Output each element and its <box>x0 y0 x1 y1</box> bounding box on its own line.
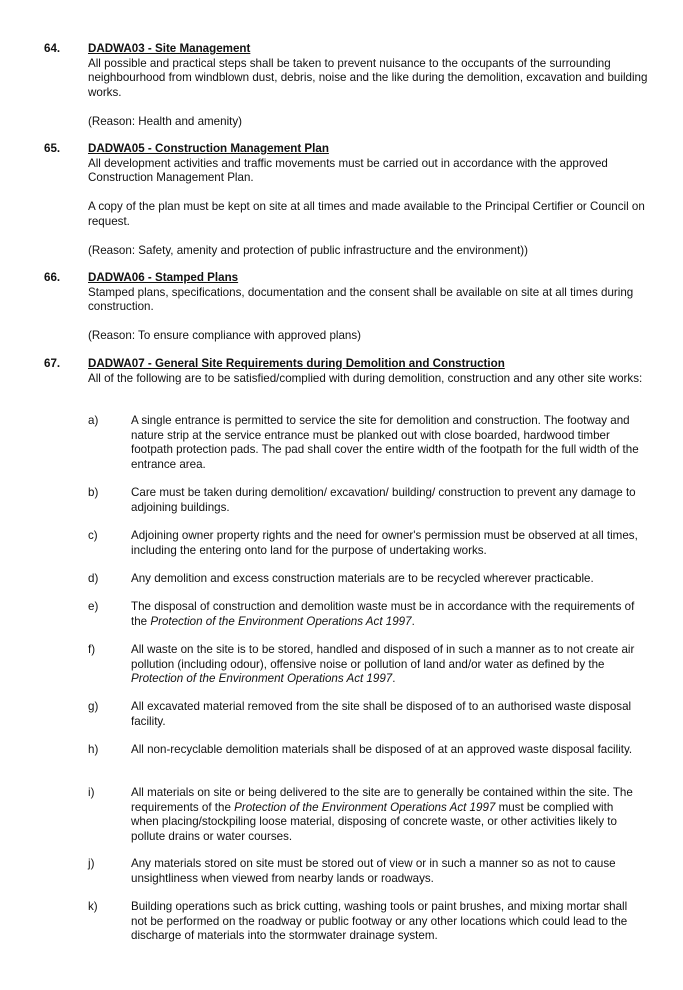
list-item-label: k) <box>88 900 98 913</box>
condition-number: 64. <box>44 42 61 55</box>
list-item-text: Any demolition and excess construction materials are to be recycled wherever practicable. <box>131 572 594 585</box>
list-item-text: All materials on site or being delivered to the site are to generally be contained within the site. The requirements of the Protection of the Environment Operations Act 1997 must be complied with when placing/stockpiling loose material, disposing of concrete waste, or other activities likely to pollute drains or water courses. <box>131 786 633 843</box>
list-item-text: Building operations such as brick cutting, washing tools or paint brushes, and mixing mortar shall not be performed on the roadway or public footway or any other locations which could lead to the discharge of materials into the stormwater drainage system. <box>131 900 628 943</box>
list-item-text: All non-recyclable demolition materials shall be disposed of at an approved waste disposal facility. <box>131 743 633 756</box>
list-item-label: e) <box>88 600 99 613</box>
list-item-text: All waste on the site is to be stored, handled and disposed of in such a manner as to not create air pollution (including odour), offensive noise or pollution of land and/or water as defined by the Protection of the Environment Operations Act 1997. <box>131 643 635 686</box>
list-item-text: The disposal of construction and demolition waste must be in accordance with the requirements of the Protection of the Environment Operations Act 1997. <box>131 600 635 628</box>
list-item-label: d) <box>88 572 99 585</box>
condition-paragraph: Stamped plans, specifications, documentation and the consent shall be available on site at all times during construction. <box>88 285 634 314</box>
condition-paragraph: All possible and practical steps shall be taken to prevent nuisance to the occupants of the surrounding neighbourhood from windblown dust, debris, noise and the like during the demolition, excavation and building works. <box>88 56 648 99</box>
condition-number: 67. <box>44 357 61 370</box>
condition-reason: (Reason: Safety, amenity and protection of public infrastructure and the environment)) <box>88 244 528 258</box>
list-item-label: c) <box>88 529 98 542</box>
condition-title: DADWA03 - Site Management <box>88 42 251 55</box>
condition-paragraph: All development activities and traffic movements must be carried out in accordance with the approved Construction Management Plan. <box>88 156 608 185</box>
act-name: Protection of the Environment Operations Act 1997 <box>131 672 393 686</box>
act-name: Protection of the Environment Operations Act 1997 <box>234 800 496 814</box>
list-item-label: g) <box>88 700 99 713</box>
list-item-text: Any materials stored on site must be stored out of view or in such a manner so as not to cause unsightliness when viewed from nearby lands or roadways. <box>131 857 616 885</box>
condition-number: 65. <box>44 142 61 155</box>
list-item-text: Care must be taken during demolition/ excavation/ building/ construction to prevent any damage to adjoining buildings. <box>131 486 636 514</box>
condition-title: DADWA05 - Construction Management Plan <box>88 142 329 155</box>
act-name: Protection of the Environment Operations Act 1997 <box>150 614 412 628</box>
condition-paragraph: A copy of the plan must be kept on site at all times and made available to the Principal Certifier or Council on request. <box>88 200 645 228</box>
list-item-label: h) <box>88 743 99 756</box>
list-item-label: a) <box>88 414 99 427</box>
condition-reason: (Reason: Health and amenity) <box>88 114 243 128</box>
list-item-label: f) <box>88 643 96 656</box>
list-item-text: Adjoining owner property rights and the need for owner's permission must be observed at all times, including the entering onto land for the purpose of undertaking works. <box>131 529 638 557</box>
list-item-text: All excavated material removed from the site shall be disposed of to an authorised waste disposal facility. <box>131 700 632 728</box>
condition-title: DADWA07 - General Site Requirements during Demolition and Construction <box>88 357 505 370</box>
list-item-text: A single entrance is permitted to service the site for demolition and construction. The footway and nature strip at the service entrance must be planked out with close boarded, hardwood timber footpath protection pads. The pad shall cover the entire width of the footpath for the full width of the entrance area. <box>131 414 639 471</box>
condition-paragraph: All of the following are to be satisfied/complied with during demolition, construction and any other site works: <box>88 371 643 385</box>
list-item-label: b) <box>88 486 99 499</box>
list-item-label: j) <box>88 857 95 870</box>
list-item-label: i) <box>88 786 95 799</box>
condition-reason: (Reason: To ensure compliance with approved plans) <box>88 329 362 343</box>
condition-number: 66. <box>44 271 61 284</box>
condition-title: DADWA06 - Stamped Plans <box>88 271 239 284</box>
